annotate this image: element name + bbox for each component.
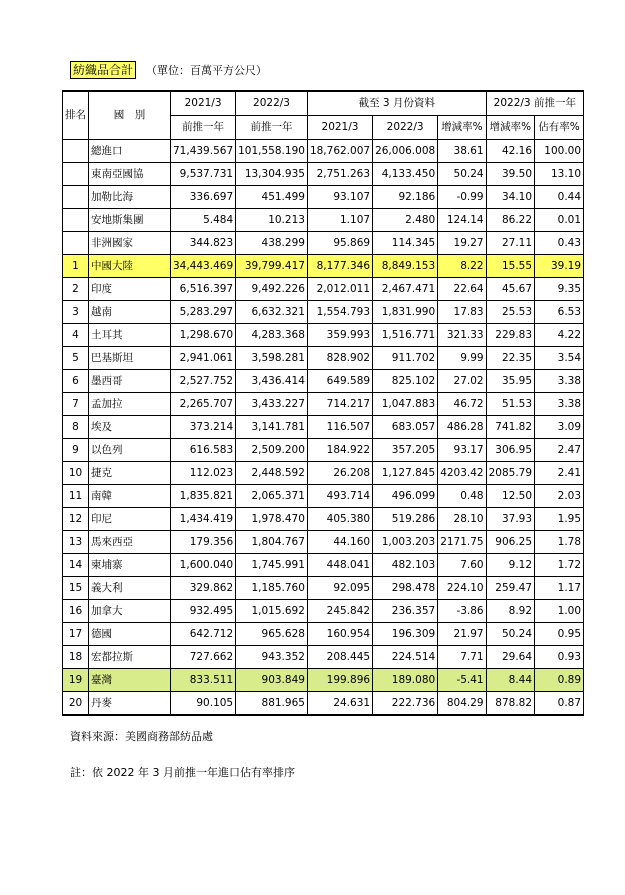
m2022-cell: 825.102 [373, 370, 438, 393]
change-cell: 2171.75 [438, 531, 486, 554]
share-cell: 2.03 [535, 485, 584, 508]
v2021-cell: 112.023 [171, 462, 236, 485]
v2022-cell: 4,283.368 [236, 324, 308, 347]
v2021-cell: 71,439.567 [171, 140, 236, 163]
share-cell: 39.19 [535, 255, 584, 278]
growth-cell: 37.93 [486, 508, 534, 531]
m2021-cell: 245.842 [307, 600, 372, 623]
m2022-cell: 196.309 [373, 623, 438, 646]
change-cell: 0.48 [438, 485, 486, 508]
table-row [63, 600, 584, 623]
table-row [63, 485, 584, 508]
v2022-cell: 881.965 [236, 692, 308, 716]
v2022-cell: 2,065.371 [236, 485, 308, 508]
share-cell: 6.53 [535, 301, 584, 324]
header-group-2022: 2022/3 前推一年 [486, 91, 583, 116]
v2022-cell: 451.499 [236, 186, 308, 209]
m2021-cell: 448.041 [307, 554, 372, 577]
v2021-cell: 329.862 [171, 577, 236, 600]
m2021-cell: 2,012.011 [307, 278, 372, 301]
header-country: 國 別 [89, 91, 171, 140]
change-cell: 28.10 [438, 508, 486, 531]
rank-cell: 13 [63, 531, 89, 554]
v2022-cell: 965.628 [236, 623, 308, 646]
growth-cell: 9.12 [486, 554, 534, 577]
change-cell: -5.41 [438, 669, 486, 692]
m2022-cell: 4,133.450 [373, 163, 438, 186]
rank-cell: 10 [63, 462, 89, 485]
v2021-cell: 932.495 [171, 600, 236, 623]
v2022-cell: 1,745.991 [236, 554, 308, 577]
m2021-cell: 1,554.793 [307, 301, 372, 324]
country-cell: 東南亞國協 [89, 163, 171, 186]
change-cell: 4203.42 [438, 462, 486, 485]
summary-row [63, 140, 584, 163]
table-row [63, 278, 584, 301]
country-cell: 捷克 [89, 462, 171, 485]
m2021-cell: 44.160 [307, 531, 372, 554]
table-row [63, 646, 584, 669]
m2021-cell: 92.095 [307, 577, 372, 600]
country-cell: 義大利 [89, 577, 171, 600]
growth-cell: 8.44 [486, 669, 534, 692]
rank-cell: 8 [63, 416, 89, 439]
m2022-cell: 2.480 [373, 209, 438, 232]
rank-cell: 17 [63, 623, 89, 646]
change-cell: 50.24 [438, 163, 486, 186]
share-cell: 1.95 [535, 508, 584, 531]
m2021-cell: 649.589 [307, 370, 372, 393]
m2022-cell: 224.514 [373, 646, 438, 669]
change-cell: 8.22 [438, 255, 486, 278]
m2022-cell: 8,849.153 [373, 255, 438, 278]
rank-cell: 14 [63, 554, 89, 577]
table-row [63, 416, 584, 439]
country-cell: 德國 [89, 623, 171, 646]
change-cell: 21.97 [438, 623, 486, 646]
v2021-cell: 1,600.040 [171, 554, 236, 577]
table-row [63, 623, 584, 646]
share-cell: 3.09 [535, 416, 584, 439]
m2021-cell: 828.902 [307, 347, 372, 370]
change-cell: 27.02 [438, 370, 486, 393]
country-cell: 加勒比海 [89, 186, 171, 209]
m2021-cell: 2,751.263 [307, 163, 372, 186]
v2021-cell: 373.214 [171, 416, 236, 439]
m2022-cell: 92.186 [373, 186, 438, 209]
share-cell: 0.93 [535, 646, 584, 669]
v2022-cell: 3,598.281 [236, 347, 308, 370]
growth-cell: 45.67 [486, 278, 534, 301]
v2021-cell: 1,298.670 [171, 324, 236, 347]
summary-row [63, 163, 584, 186]
rank-cell: 7 [63, 393, 89, 416]
rank-cell: 1 [63, 255, 89, 278]
v2021-cell: 727.662 [171, 646, 236, 669]
m2022-cell: 2,467.471 [373, 278, 438, 301]
growth-cell: 15.55 [486, 255, 534, 278]
share-cell: 0.95 [535, 623, 584, 646]
rank-cell: 2 [63, 278, 89, 301]
rank-cell [63, 163, 89, 186]
m2022-cell: 911.702 [373, 347, 438, 370]
growth-cell: 39.50 [486, 163, 534, 186]
m2021-cell: 160.954 [307, 623, 372, 646]
table-row [63, 347, 584, 370]
rank-cell [63, 232, 89, 255]
change-cell: 124.14 [438, 209, 486, 232]
m2021-cell: 714.217 [307, 393, 372, 416]
share-cell: 1.78 [535, 531, 584, 554]
rank-cell: 18 [63, 646, 89, 669]
growth-cell: 306.95 [486, 439, 534, 462]
v2022-cell: 3,433.227 [236, 393, 308, 416]
country-cell: 宏都拉斯 [89, 646, 171, 669]
v2021-cell: 833.511 [171, 669, 236, 692]
country-cell: 孟加拉 [89, 393, 171, 416]
rank-cell: 12 [63, 508, 89, 531]
growth-cell: 229.83 [486, 324, 534, 347]
m2022-cell: 26,006.008 [373, 140, 438, 163]
country-cell: 總進口 [89, 140, 171, 163]
m2021-cell: 93.107 [307, 186, 372, 209]
v2021-cell: 1,835.821 [171, 485, 236, 508]
rank-cell [63, 209, 89, 232]
change-cell: -0.99 [438, 186, 486, 209]
header-row-1 [63, 91, 584, 116]
summary-row [63, 209, 584, 232]
change-cell: 46.72 [438, 393, 486, 416]
v2022-cell: 10.213 [236, 209, 308, 232]
summary-row [63, 232, 584, 255]
rank-cell: 3 [63, 301, 89, 324]
v2021-cell: 9,537.731 [171, 163, 236, 186]
growth-cell: 51.53 [486, 393, 534, 416]
m2021-cell: 359.993 [307, 324, 372, 347]
v2022-cell: 1,185.760 [236, 577, 308, 600]
country-cell: 越南 [89, 301, 171, 324]
share-cell: 3.54 [535, 347, 584, 370]
country-cell: 巴基斯坦 [89, 347, 171, 370]
share-cell: 0.89 [535, 669, 584, 692]
country-cell: 臺灣 [89, 669, 171, 692]
v2022-cell: 943.352 [236, 646, 308, 669]
v2021-cell: 642.712 [171, 623, 236, 646]
v2021-cell: 6,516.397 [171, 278, 236, 301]
v2022-cell: 1,804.767 [236, 531, 308, 554]
table-row [63, 531, 584, 554]
header-sub-share: 佔有率% [535, 116, 584, 140]
v2021-cell: 344.823 [171, 232, 236, 255]
m2021-cell: 24.631 [307, 692, 372, 716]
share-cell: 2.47 [535, 439, 584, 462]
growth-cell: 42.16 [486, 140, 534, 163]
v2022-cell: 903.849 [236, 669, 308, 692]
table-row [63, 393, 584, 416]
growth-cell: 259.47 [486, 577, 534, 600]
country-cell: 柬埔寨 [89, 554, 171, 577]
v2021-cell: 2,527.752 [171, 370, 236, 393]
country-cell: 非洲國家 [89, 232, 171, 255]
change-cell: 19.27 [438, 232, 486, 255]
share-cell: 13.10 [535, 163, 584, 186]
country-cell: 印度 [89, 278, 171, 301]
v2021-cell: 616.583 [171, 439, 236, 462]
country-cell: 馬來西亞 [89, 531, 171, 554]
change-cell: 17.83 [438, 301, 486, 324]
change-cell: 22.64 [438, 278, 486, 301]
table-row [63, 577, 584, 600]
m2022-cell: 683.057 [373, 416, 438, 439]
growth-cell: 25.53 [486, 301, 534, 324]
share-cell: 0.01 [535, 209, 584, 232]
m2021-cell: 405.380 [307, 508, 372, 531]
change-cell: 38.61 [438, 140, 486, 163]
change-cell: 486.28 [438, 416, 486, 439]
rank-cell: 6 [63, 370, 89, 393]
rank-cell [63, 186, 89, 209]
share-cell: 9.35 [535, 278, 584, 301]
growth-cell: 741.82 [486, 416, 534, 439]
m2021-cell: 8,177.346 [307, 255, 372, 278]
country-cell: 中國大陸 [89, 255, 171, 278]
share-cell: 0.87 [535, 692, 584, 716]
v2022-cell: 6,632.321 [236, 301, 308, 324]
table-row [63, 370, 584, 393]
share-cell: 1.17 [535, 577, 584, 600]
rank-cell [63, 140, 89, 163]
table-row [63, 669, 584, 692]
m2022-cell: 519.286 [373, 508, 438, 531]
table-row [63, 692, 584, 716]
v2022-cell: 13,304.935 [236, 163, 308, 186]
share-cell: 3.38 [535, 370, 584, 393]
change-cell: 804.29 [438, 692, 486, 716]
growth-cell: 35.95 [486, 370, 534, 393]
m2021-cell: 95.869 [307, 232, 372, 255]
m2021-cell: 1.107 [307, 209, 372, 232]
share-cell: 4.22 [535, 324, 584, 347]
table-row [63, 508, 584, 531]
table-row [63, 462, 584, 485]
share-cell: 0.43 [535, 232, 584, 255]
v2022-cell: 438.299 [236, 232, 308, 255]
rank-cell: 4 [63, 324, 89, 347]
growth-cell: 22.35 [486, 347, 534, 370]
rank-cell: 5 [63, 347, 89, 370]
rank-cell: 9 [63, 439, 89, 462]
v2021-cell: 5,283.297 [171, 301, 236, 324]
table-row [63, 324, 584, 347]
country-cell: 印尼 [89, 508, 171, 531]
country-cell: 安地斯集團 [89, 209, 171, 232]
title-row [70, 60, 267, 80]
m2022-cell: 298.478 [373, 577, 438, 600]
country-cell: 土耳其 [89, 324, 171, 347]
v2022-cell: 39,799.417 [236, 255, 308, 278]
v2022-cell: 1,015.692 [236, 600, 308, 623]
m2022-cell: 114.345 [373, 232, 438, 255]
m2021-cell: 18,762.007 [307, 140, 372, 163]
m2022-cell: 236.357 [373, 600, 438, 623]
sort-note: 註：依 2022 年 3 月前推一年進口佔有率排序 [70, 766, 295, 779]
growth-cell: 906.25 [486, 531, 534, 554]
v2021-cell: 90.105 [171, 692, 236, 716]
v2021-cell: 336.697 [171, 186, 236, 209]
header-group-march: 截至 3 月份資料 [307, 91, 486, 116]
share-cell: 1.00 [535, 600, 584, 623]
m2022-cell: 222.736 [373, 692, 438, 716]
country-cell: 加拿大 [89, 600, 171, 623]
change-cell: 7.60 [438, 554, 486, 577]
rank-cell: 11 [63, 485, 89, 508]
header-sub-change: 增減率% [438, 116, 486, 140]
m2022-cell: 482.103 [373, 554, 438, 577]
v2021-cell: 34,443.469 [171, 255, 236, 278]
rank-cell: 20 [63, 692, 89, 716]
summary-row [63, 186, 584, 209]
growth-cell: 50.24 [486, 623, 534, 646]
change-cell: 321.33 [438, 324, 486, 347]
change-cell: 9.99 [438, 347, 486, 370]
rank-cell: 19 [63, 669, 89, 692]
growth-cell: 29.64 [486, 646, 534, 669]
v2021-cell: 2,941.061 [171, 347, 236, 370]
table-title: 紡織品合計 [70, 61, 136, 79]
m2022-cell: 1,516.771 [373, 324, 438, 347]
growth-cell: 12.50 [486, 485, 534, 508]
country-cell: 丹麥 [89, 692, 171, 716]
m2021-cell: 116.507 [307, 416, 372, 439]
share-cell: 2.41 [535, 462, 584, 485]
share-cell: 0.44 [535, 186, 584, 209]
table-row [63, 301, 584, 324]
growth-cell: 86.22 [486, 209, 534, 232]
change-cell: 224.10 [438, 577, 486, 600]
m2022-cell: 1,127.845 [373, 462, 438, 485]
share-cell: 1.72 [535, 554, 584, 577]
header-2021-label: 前推一年 [171, 116, 236, 140]
m2022-cell: 496.099 [373, 485, 438, 508]
share-cell: 3.38 [535, 393, 584, 416]
change-cell: 93.17 [438, 439, 486, 462]
v2021-cell: 1,434.419 [171, 508, 236, 531]
rank-cell: 15 [63, 577, 89, 600]
m2021-cell: 199.896 [307, 669, 372, 692]
table-row [63, 439, 584, 462]
v2022-cell: 3,141.781 [236, 416, 308, 439]
growth-cell: 27.11 [486, 232, 534, 255]
rank-cell: 16 [63, 600, 89, 623]
change-cell: 7.71 [438, 646, 486, 669]
v2021-cell: 2,265.707 [171, 393, 236, 416]
m2022-cell: 357.205 [373, 439, 438, 462]
country-cell: 以色列 [89, 439, 171, 462]
m2022-cell: 1,047.883 [373, 393, 438, 416]
country-cell: 墨西哥 [89, 370, 171, 393]
m2021-cell: 26.208 [307, 462, 372, 485]
growth-cell: 8.92 [486, 600, 534, 623]
table-row [63, 554, 584, 577]
m2022-cell: 189.080 [373, 669, 438, 692]
country-cell: 埃及 [89, 416, 171, 439]
header-2021-year: 2021/3 [171, 91, 236, 116]
header-rank: 排名 [63, 91, 89, 140]
m2022-cell: 1,831.990 [373, 301, 438, 324]
m2021-cell: 208.445 [307, 646, 372, 669]
textile-import-table [62, 90, 584, 716]
growth-cell: 878.82 [486, 692, 534, 716]
header-sub-growth: 增減率% [486, 116, 534, 140]
unit-label: （單位：百萬平方公尺） [146, 64, 268, 77]
v2021-cell: 5.484 [171, 209, 236, 232]
country-cell: 南韓 [89, 485, 171, 508]
change-cell: -3.86 [438, 600, 486, 623]
growth-cell: 34.10 [486, 186, 534, 209]
v2021-cell: 179.356 [171, 531, 236, 554]
v2022-cell: 2,509.200 [236, 439, 308, 462]
m2022-cell: 1,003.203 [373, 531, 438, 554]
v2022-cell: 9,492.226 [236, 278, 308, 301]
header-2022-year: 2022/3 [236, 91, 308, 116]
share-cell: 100.00 [535, 140, 584, 163]
header-sub-2022: 2022/3 [373, 116, 438, 140]
m2021-cell: 184.922 [307, 439, 372, 462]
v2022-cell: 3,436.414 [236, 370, 308, 393]
v2022-cell: 2,448.592 [236, 462, 308, 485]
table-row [63, 255, 584, 278]
header-2022-label: 前推一年 [236, 116, 308, 140]
source-note: 資料來源：美國商務部紡品處 [70, 730, 213, 743]
v2022-cell: 1,978.470 [236, 508, 308, 531]
v2022-cell: 101,558.190 [236, 140, 308, 163]
m2021-cell: 493.714 [307, 485, 372, 508]
growth-cell: 2085.79 [486, 462, 534, 485]
header-sub-2021: 2021/3 [307, 116, 372, 140]
